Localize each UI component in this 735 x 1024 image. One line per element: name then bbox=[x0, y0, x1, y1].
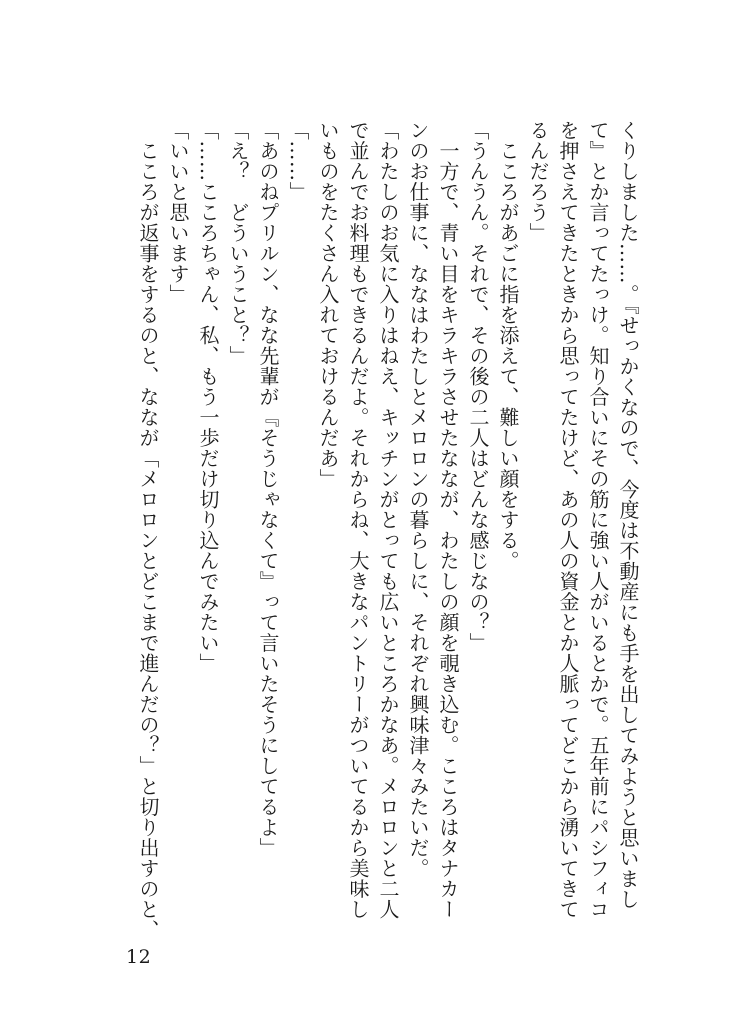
text-line-7: 一方で、青い目をキラキラさせたななが、わたしの顔を覗き込む。こころはタナカー bbox=[436, 120, 460, 920]
text-line-11: いものをたくさん入れておけるんだあ」 bbox=[316, 120, 340, 489]
page-number: 12 bbox=[126, 946, 152, 968]
text-line-9: 「わたしのお気に入りはねえ、キッチンがとっても広いところかなあ。メロロンと二人 bbox=[376, 120, 400, 920]
text-line-6: 「うんうん。それで、その後の二人はどんな感じなの？」 bbox=[466, 120, 490, 653]
text-line-14: 「え？ どういうこと？」 bbox=[226, 120, 250, 366]
text-line-12: 「……」 bbox=[286, 120, 310, 202]
text-line-17: こころが返事をするのと、ななが「メロロンとどこまで進んだの？」と切り出すのと、 bbox=[136, 120, 160, 940]
text-line-1: くりしました……。『せっかくなので、今度は不動産にも手を出してみようと思いまし bbox=[616, 120, 640, 910]
text-line-8: ンのお仕事に、ななはわたしとメロロンの暮らしに、それぞれ興味津々みたいだ。 bbox=[406, 120, 430, 879]
text-line-10: で並んでお料理もできるんだよ。それからね、大きなパントリーがついてるから美味し bbox=[346, 120, 370, 920]
text-line-13: 「あのねプリルン、なな先輩が『そうじゃなくて』って言いたそうにしてるよ」 bbox=[256, 120, 280, 858]
text-line-16: 「いいと思います」 bbox=[166, 120, 190, 305]
text-line-4: るんだろう」 bbox=[526, 120, 550, 243]
text-line-15: 「……こころちゃん、私、もう一歩だけ切り込んでみたい」 bbox=[196, 120, 220, 674]
text-line-5: こころがあごに指を添えて、難しい顔をする。 bbox=[496, 120, 520, 571]
text-line-3: を押さえてきたときから思ってたけど、あの人の資金とか人脈ってどこから湧いてきて bbox=[556, 120, 580, 920]
text-line-2: て』とか言ってたっけ。知り合いにその筋に強い人がいるとかで。五年前にパシフィコ bbox=[586, 120, 610, 920]
vertical-text-body bbox=[83, 120, 643, 940]
